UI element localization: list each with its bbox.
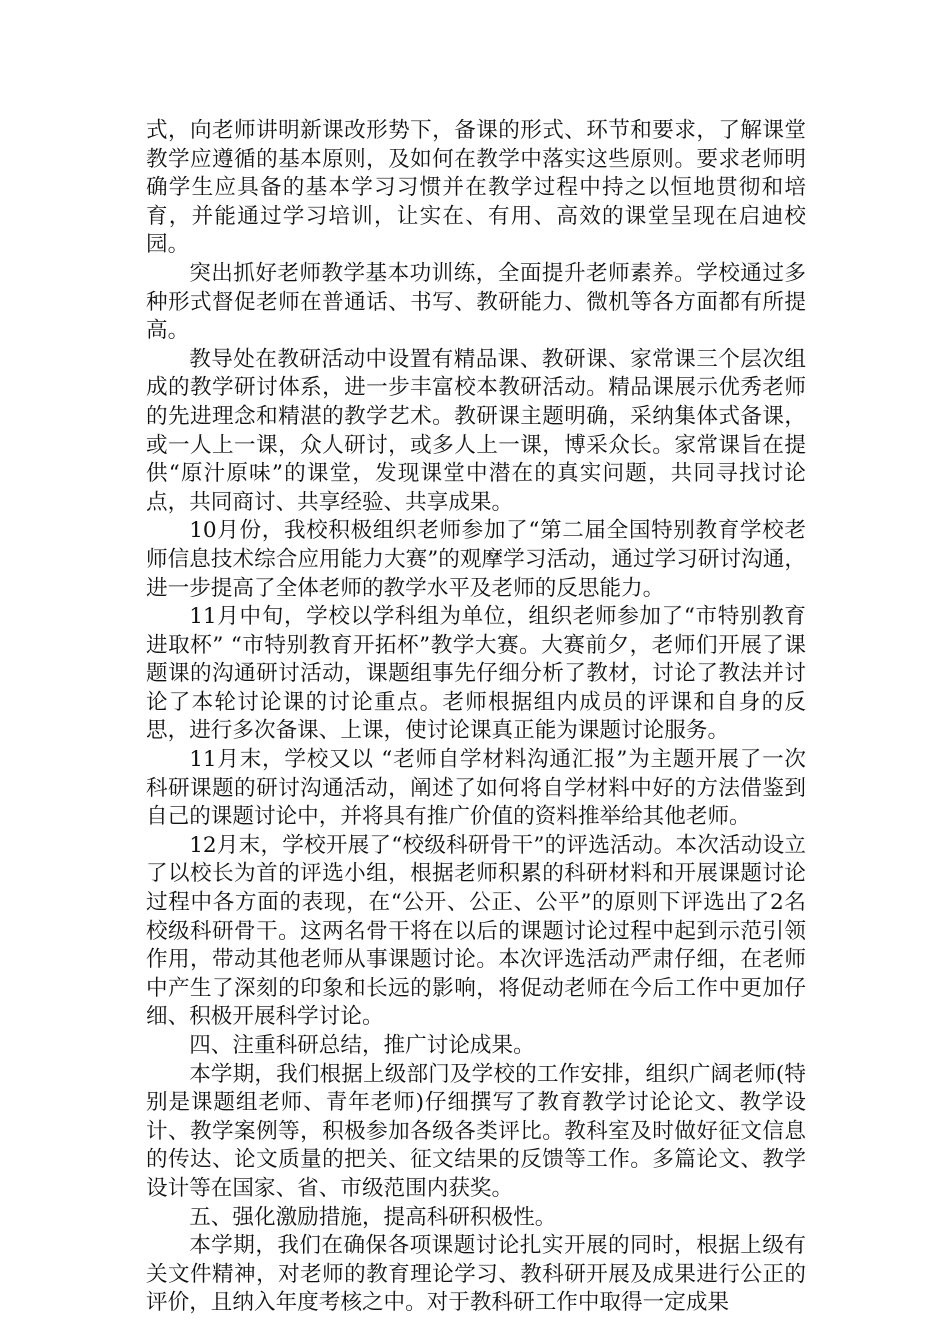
- paragraph-2: 突出抓好老师教学基本功训练，全面提升老师素养。学校通过多种形式督促老师在普通话、书写、教研能力、微机等各方面都有所提高。: [146, 260, 806, 344]
- paragraph-7: 12月末，学校开展了“校级科研骨干”的评选活动。本次活动设立了以校长为首的评选小组，根据老师积累的科研材料和开展课题讨论过程中各方面的表现，在“公开、公正、公平”的原则下评选出了2名校级科研骨干。这两名骨干将在以后的课题讨论过程中起到示范引领作用，带动其他老师从事课题讨论。本次评选活动严肃仔细，在老师中产生了深刻的印象和长远的影响，将促动老师在今后工作中更加仔细、积极开展科学讨论。: [146, 832, 806, 1030]
- paragraph-3: 教导处在教研活动中设置有精品课、教研课、家常课三个层次组成的教学研讨体系，进一步丰富校本教研活动。精品课展示优秀老师的先进理念和精湛的教学艺术。教研课主题明确，采纳集体式备课，或一人上一课，众人研讨，或多人上一课，博采众长。家常课旨在提供“原汁原味”的课堂，发现课堂中潜在的真实问题，共同寻找讨论点，共同商讨、共享经验、共享成果。: [146, 346, 806, 515]
- document-body: [146, 117, 806, 1318]
- paragraph-5: 11月中旬，学校以学科组为单位，组织老师参加了“市特别教育进取杯” “市特别教育开拓杯”教学大赛。大赛前夕，老师们开展了课题课的沟通研讨活动，课题组事先仔细分析了教材，讨论了教法并讨论了本轮讨论课的讨论重点。老师根据组内成员的评课和自身的反思，进行多次备课、上课，使讨论课真正能为课题讨论服务。: [146, 604, 806, 744]
- paragraph-6: 11月末，学校又以 “老师自学材料沟通汇报”为主题开展了一次科研课题的研讨沟通活动，阐述了如何将自学材料中好的方法借鉴到自己的课题讨论中，并将具有推广价值的资料推举给其他老师。: [146, 747, 806, 830]
- paragraph-1: 式，向老师讲明新课改形势下，备课的形式、环节和要求，了解课堂教学应遵循的基本原则，及如何在教学中落实这些原则。要求老师明确学生应具备的基本学习习惯并在教学过程中持之以恒地贯彻和培育，并能通过学习培训，让实在、有用、高效的课堂呈现在启迪校园。: [146, 118, 806, 258]
- paragraph-4: 10月份，我校积极组织老师参加了“第二届全国特别教育学校老师信息技术综合应用能力大赛”的观摩学习活动，通过学习研讨沟通，进一步提高了全体老师的教学水平及老师的反思能力。: [146, 518, 806, 601]
- paragraph-8: 本学期，我们根据上级部门及学校的工作安排，组织广阔老师(特别是课题组老师、青年老师)仔细撰写了教育教学讨论论文、教学设计、教学案例等，积极参加各级各类评比。教科室及时做好征文信息的传达、论文质量的把关、征文结果的反馈等工作。多篇论文、教学设计等在国家、省、市级范围内获奖。: [146, 1061, 806, 1201]
- section-heading-5: 五、强化激励措施，提高科研积极性。: [189, 1204, 557, 1230]
- paragraph-9: 本学期，我们在确保各项课题讨论扎实开展的同时，根据上级有关文件精神，对老师的教育理论学习、教科研开展及成果进行公正的评价，且纳入年度考核之中。对于教科研工作中取得一定成果: [146, 1233, 806, 1316]
- section-heading-4: 四、注重科研总结，推广讨论成果。: [189, 1033, 535, 1058]
